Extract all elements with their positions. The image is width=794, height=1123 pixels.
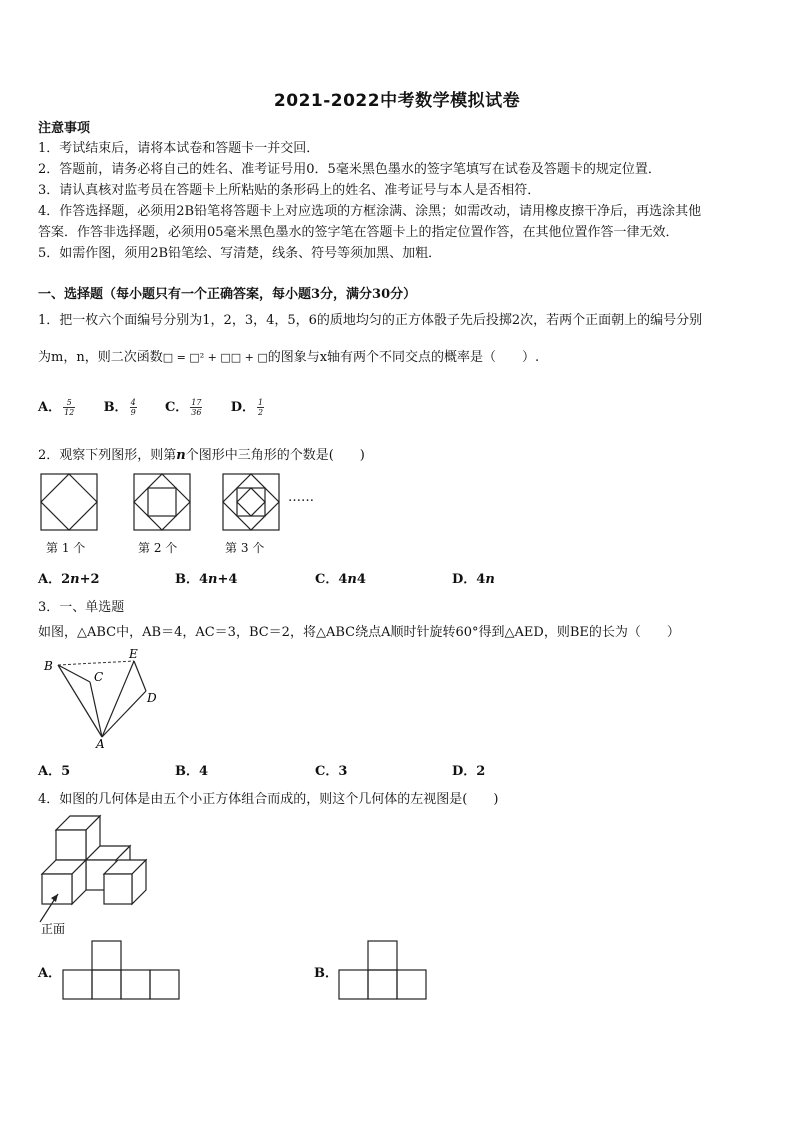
q2-option-c[interactable]: C．4n4: [315, 572, 366, 587]
notice-item-4-cont: 答案．作答非选择题，必须用05毫米黑色墨水的签字笔在答题卡上的指定位置作答，在其他位置作答一律无效．: [38, 225, 679, 240]
q4-option-a-view[interactable]: [62, 940, 180, 1000]
q2-stem: 2．观察下列图形，则第n个图形中三角形的个数是( ): [38, 448, 365, 463]
notice-item-3: 3．请认真核对监考员在答题卡上所粘贴的条形码上的姓名、准考证号与本人是否相符．: [38, 183, 541, 198]
q1-line2-b: 的图象与x轴有两个不同交点的概率是（ ）.: [267, 350, 540, 365]
section-heading: 一、选择题（每小题只有一个正确答案，每小题3分，满分30分）: [38, 287, 417, 302]
q2-figure-1: [40, 473, 98, 531]
label-B: B: [44, 659, 53, 673]
q2-option-d[interactable]: D．4n: [452, 572, 495, 587]
q2-figure-3: [222, 473, 280, 531]
q1-option-b[interactable]: B． $\frac{4}{9}$: [103, 398, 136, 417]
label-C: C: [94, 670, 104, 684]
q1-option-c[interactable]: C． $\frac{17}{36}$: [164, 398, 202, 417]
notice-heading: 注意事项: [38, 121, 91, 136]
q1-line2-a: 为m，n，则二次函数: [38, 350, 163, 365]
q1-line1: 1．把一枚六个面编号分别为1，2，3，4，5，6的质地均匀的正方体骰子先后投掷2次，若两个正面朝上的编号分别: [38, 313, 703, 328]
q4-cube-figure: [38, 814, 150, 938]
page-title: 2021-2022中考数学模拟试卷: [273, 91, 521, 111]
q3-triangle-figure: [38, 646, 162, 750]
q1-option-d[interactable]: D． $\frac{1}{2}$: [230, 398, 264, 417]
label-A: A: [96, 737, 105, 751]
q3-option-b[interactable]: B．4: [175, 764, 209, 779]
label-D: D: [147, 691, 157, 705]
q3-option-a[interactable]: A．5: [38, 764, 71, 779]
q2-ellipsis: ……: [288, 490, 314, 505]
q2-option-a[interactable]: A．2n+2: [38, 572, 100, 587]
fraction: $\frac{4}{9}$: [130, 398, 136, 417]
q3-option-c[interactable]: C．3: [315, 764, 348, 779]
q2-caption-2: 第 2 个: [138, 541, 178, 555]
q4-stem: 4．如图的几何体是由五个小正方体组合而成的，则这个几何体的左视图是( ): [38, 792, 499, 807]
front-label: 正面: [41, 922, 66, 936]
q1-options: [38, 396, 266, 417]
q4-option-b-view[interactable]: [338, 940, 428, 1000]
fraction: $\frac{1}{2}$: [258, 398, 264, 417]
q1-formula: □ = □² + □□ + □: [162, 351, 268, 364]
q4-option-a[interactable]: A．: [38, 966, 62, 981]
q1-line2: [38, 350, 539, 366]
q1-option-a[interactable]: A． $\frac{5}{12}$: [38, 398, 75, 417]
q3-option-d[interactable]: D．2: [452, 764, 486, 779]
q2-figure-2: [133, 473, 191, 531]
q3-stem: 如图，△ABC中，AB＝4，AC＝3，BC＝2，将△ABC绕点A顺时针旋转60°得到△AED，则BE的长为（ ）: [38, 625, 680, 640]
q3-heading: 3．一、单选题: [38, 600, 125, 615]
q4-option-b[interactable]: B．: [314, 966, 338, 981]
q2-caption-3: 第 3 个: [225, 541, 265, 555]
fraction: $\frac{17}{36}$: [191, 398, 202, 417]
label-E: E: [129, 647, 138, 661]
fraction: $\frac{5}{12}$: [64, 398, 75, 417]
q2-caption-1: 第 1 个: [46, 541, 86, 555]
notice-item-5: 5．如需作图，须用2B铅笔绘、写清楚，线条、符号等须加黑、加粗．: [38, 246, 442, 261]
notice-item-2: 2．答题前，请务必将自己的姓名、准考证号用0．5毫米黑色墨水的签字笔填写在试卷及答题卡的规定位置．: [38, 162, 661, 177]
notice-item-1: 1．考试结束后，请将本试卷和答题卡一并交回．: [38, 141, 320, 156]
notice-item-4: 4．作答选择题，必须用2B铅笔将答题卡上对应选项的方框涂满、涂黑；如需改动，请用橡皮擦干净后，再选涂其他: [38, 204, 702, 219]
q2-option-b[interactable]: B．4n+4: [175, 572, 238, 587]
